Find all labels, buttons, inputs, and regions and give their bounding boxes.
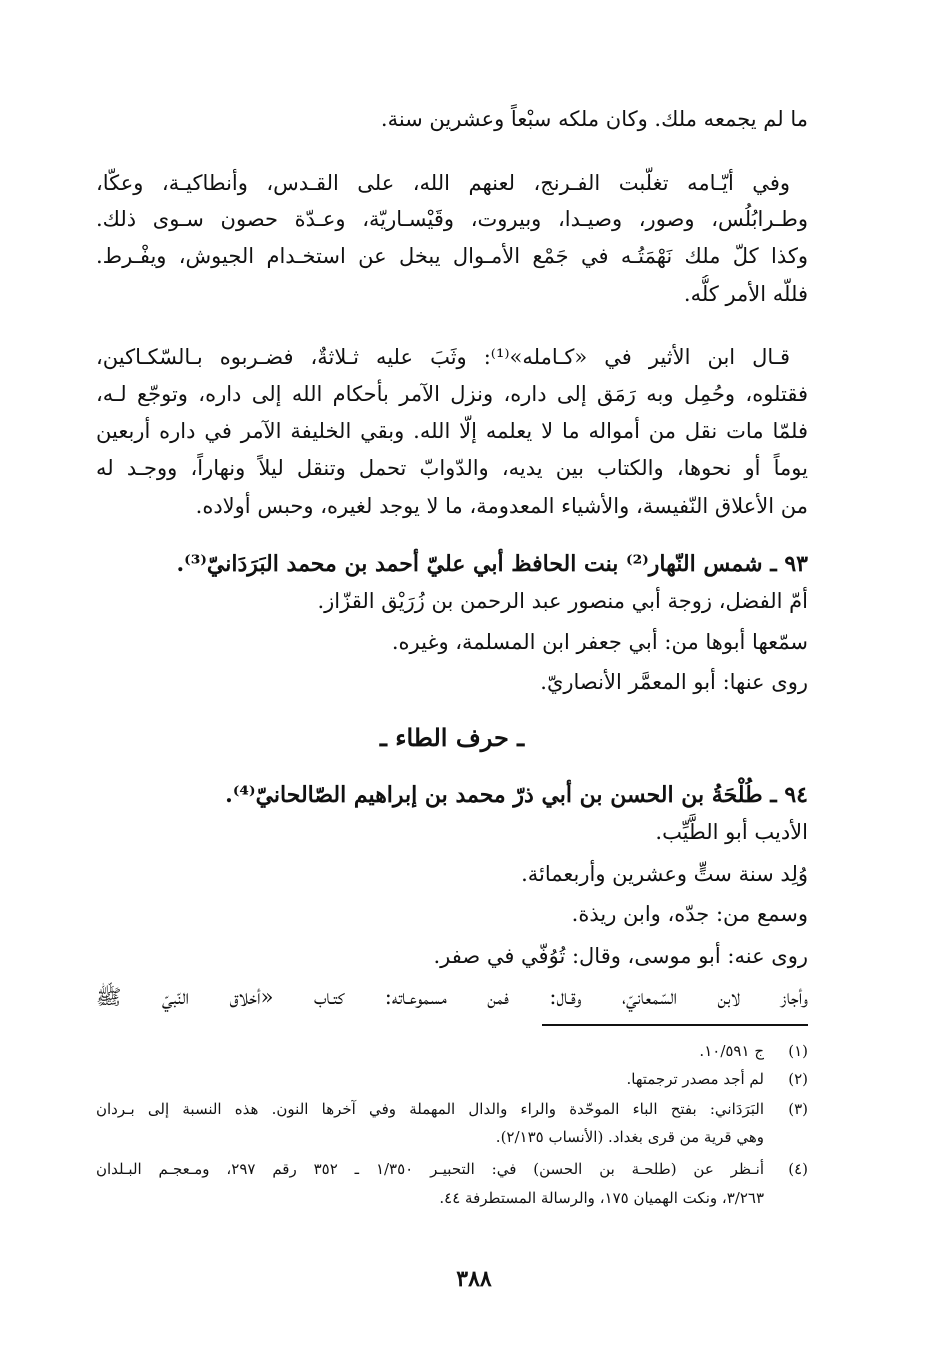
footnote-1 [96, 1039, 808, 1065]
footnote-4 [96, 1157, 808, 1183]
entry-93-title: ٩٣ ـ شمس النّهار⁽²⁾ بنت الحافظ أبي عليّ أحمد بن محمد البَرَدَانيّ⁽³⁾. [176, 551, 808, 577]
page-number: ٣٨٨ [456, 1266, 492, 1292]
footnote-3-continuation: وهي قرية من قرى بغداد. (الأنساب ٢/١٣٥). [495, 1128, 764, 1146]
text-line: فقتلوه، وحُمِل وبه رَمَق إلى داره، ونزل الآمر بأحكام الله إلى داره، وتوجّع لـه، [96, 382, 808, 406]
footnote-number: (٢) [788, 1070, 808, 1088]
footnote-2 [96, 1067, 808, 1093]
text-line: ما لم يجمعه ملك. وكان ملكه سبْعاً وعشرين سنة. [380, 107, 808, 131]
text-line: وأجاز لابن السّمعانيّ، وقـال: فمن مسموعـاته: كتـاب «أخلاق النّبيّ ﷺ [96, 985, 808, 1009]
footnote-text: ج ١٠/٥٩١. [699, 1042, 764, 1060]
text-line: سمّعها أبوها من: أبي جعفر ابن المسلمة، وغيره. [391, 630, 808, 654]
footnote-3 [96, 1097, 808, 1123]
footnote-text: أنـظر عن (طلحـة بن الحسن) في: التحبيـر ١/٣٥٠ ـ ٣٥٢ رقم ٢٩٧، ومـعجـم البـلدان [96, 1160, 764, 1178]
text-line: قـال ابن الأثير في «كـامله»⁽¹⁾: وثَبَ عليه ثـلاثةٌ، فضـربوه بـالسّكـاكين، [96, 345, 790, 369]
text-line: روى عنها: أبو المعمَّر الأنصاريّ. [540, 670, 808, 694]
footnote-number: (١) [788, 1042, 808, 1060]
text-line: وسمع من: جدّه، وابن ريذة. [571, 902, 808, 926]
text-line: يوماً أو نحوها، والكتاب بين يديه، والدّوابّ تحمل وتنقل ليلاً ونهاراً، ووجـد له [96, 456, 808, 480]
text-line: روى عنه: أبو موسى، وقال: تُوُفّي في صفر. [433, 944, 808, 968]
text-line: فلمّا مات نقل من أمواله ما لا يعلمه إلّا الله. وبقي الخليفة الآمر في داره أربعين [96, 419, 808, 443]
text-line: أمّ الفضل، زوجة أبي منصور عبد الرحمن بن زُرَيْق القزّاز. [317, 589, 808, 613]
text-line: وطـرابُلُس، وصور، وصيـدا، وبيروت، وقَيْسـاريّة، وعـدّة حصون سـوى ذلك. [96, 207, 808, 231]
text-line: وُلِد سنة ستٍّ وعشرين وأربعمائة. [521, 862, 808, 886]
text-line: وكذا كلّ ملك نَهْمَتُـه في جَمْع الأمـوال يبخل عن استخـدام الجيوش، ويفْـرط. [96, 244, 808, 268]
footnote-text: البَرَدَاني: بفتح الباء الموحّدة والراء والدال المهملة وفي آخرها النون. هذه النسبة إلى بـردان [96, 1100, 764, 1118]
text-line: من الأعلاق النّفيسة، والأشياء المعدومة، ما لا يوجد لغيره، وحبس أولاده. [195, 494, 808, 518]
text-line: وفي أيّـامه تغلّبت الفـرنج، لعنهم الله، على القـدس، وأنطاكيـة، وعكّا، [96, 171, 790, 195]
text-line: فللّه الأمر كلُّه. [683, 282, 808, 306]
entry-94-title: ٩٤ ـ طُلْحَةُ بن الحسن بن أبي ذرّ محمد بن إبراهيم الصّالحانيّ⁽⁴⁾. [225, 782, 808, 808]
footnote-divider [542, 1024, 808, 1026]
text-line: الأديب أبو الطَّيِّب. [655, 820, 808, 844]
footnote-number: (٣) [788, 1100, 808, 1118]
section-heading: ـ حرف الطاء ـ [379, 723, 525, 752]
footnote-4-continuation: ٣/٢٦٣، ونكت الهميان ١٧٥، والرسالة المستطرفة ٤٤. [439, 1189, 764, 1207]
footnote-text: لم أجد مصدر ترجمتها. [626, 1070, 764, 1088]
footnote-number: (٤) [788, 1160, 808, 1178]
